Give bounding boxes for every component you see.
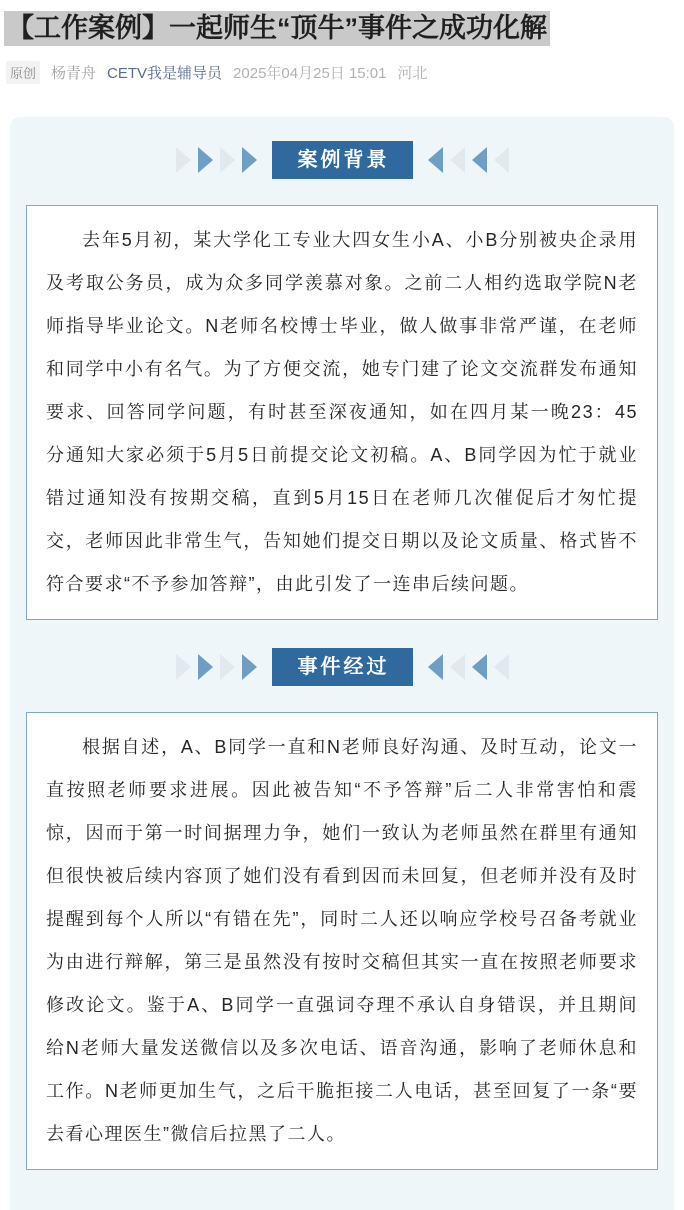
arrow-left-icon bbox=[428, 147, 443, 173]
section-heading-badge: 案例背景 bbox=[272, 141, 413, 179]
arrow-right-icon bbox=[198, 147, 213, 173]
arrow-left-icon bbox=[472, 654, 487, 680]
section-header-background bbox=[26, 141, 658, 179]
arrow-right-icon bbox=[220, 147, 235, 173]
section-body-text: 去年5月初，某大学化工专业大四女生小A、小B分别被央企录用及考取公务员，成为众多同学羡慕对象。之前二人相约选取学院N老师指导毕业论文。N老师名校博士毕业，做人做事非常严谨，在老师和同学中小有名气。为了方便交流，她专门建了论文交流群发布通知要求、回答同学问题，有时甚至深夜通知，如在四月某一晚23：45分通知大家必须于5月5日前提交论文初稿。A、B同学因为忙于就业错过通知没有按期交稿，直到5月15日在老师几次催促后才匆忙提交，老师因此非常生气，告知她们提交日期以及论文质量、格式皆不符合要求“不予参加答辩”，由此引发了一连串后续问题。 bbox=[46, 230, 638, 595]
arrow-right-icon bbox=[176, 147, 191, 173]
page-title bbox=[4, 10, 680, 47]
publish-time: 2025年04月25日 15:01 bbox=[233, 65, 387, 83]
arrow-left-icon bbox=[494, 654, 509, 680]
arrow-right-icon bbox=[220, 654, 235, 680]
byline bbox=[6, 61, 680, 84]
publish-location: 河北 bbox=[397, 65, 428, 83]
section-body-events bbox=[26, 712, 658, 1170]
arrow-left-icon bbox=[428, 654, 443, 680]
account-name-link[interactable]: CETV我是辅导员 bbox=[107, 65, 223, 83]
arrow-left-icon bbox=[450, 654, 465, 680]
arrow-right-icon bbox=[242, 654, 257, 680]
arrow-left-icon bbox=[494, 147, 509, 173]
section-body-text: 根据自述，A、B同学一直和N老师良好沟通、及时互动，论文一直按照老师要求进展。因此被告知“不予答辩”后二人非常害怕和震惊，因而于第一时间据理力争，她们一致认为老师虽然在群里有通知但很快被后续内容顶了她们没有看到因而未回复，但老师并没有及时提醒到每个人所以“有错在先”，同时二人还以响应学校号召备考就业为由进行辩解，第三是虽然没有按时交稿但其实一直在按照老师要求修改论文。鉴于A、B同学一直强词夺理不承认自身错误，并且期间给N老师大量发送微信以及多次电话、语音沟通，影响了老师休息和工作。N老师更加生气，之后干脆拒接二人电话，甚至回复了一条“要去看心理医生”微信后拉黑了二人。 bbox=[46, 737, 638, 1145]
arrow-left-icon bbox=[450, 147, 465, 173]
original-badge: 原创 bbox=[6, 61, 40, 84]
arrow-left-icon bbox=[472, 147, 487, 173]
page-title-text: 【工作案例】一起师生“顶牛”事件之成功化解 bbox=[4, 11, 550, 46]
author-name: 杨青舟 bbox=[51, 65, 97, 83]
section-header-events bbox=[26, 648, 658, 686]
arrow-right-icon bbox=[176, 654, 191, 680]
arrow-right-icon bbox=[198, 654, 213, 680]
section-heading-badge: 事件经过 bbox=[272, 648, 413, 686]
section-body-background bbox=[26, 205, 658, 620]
article-card bbox=[10, 117, 674, 1210]
arrow-right-icon bbox=[242, 147, 257, 173]
